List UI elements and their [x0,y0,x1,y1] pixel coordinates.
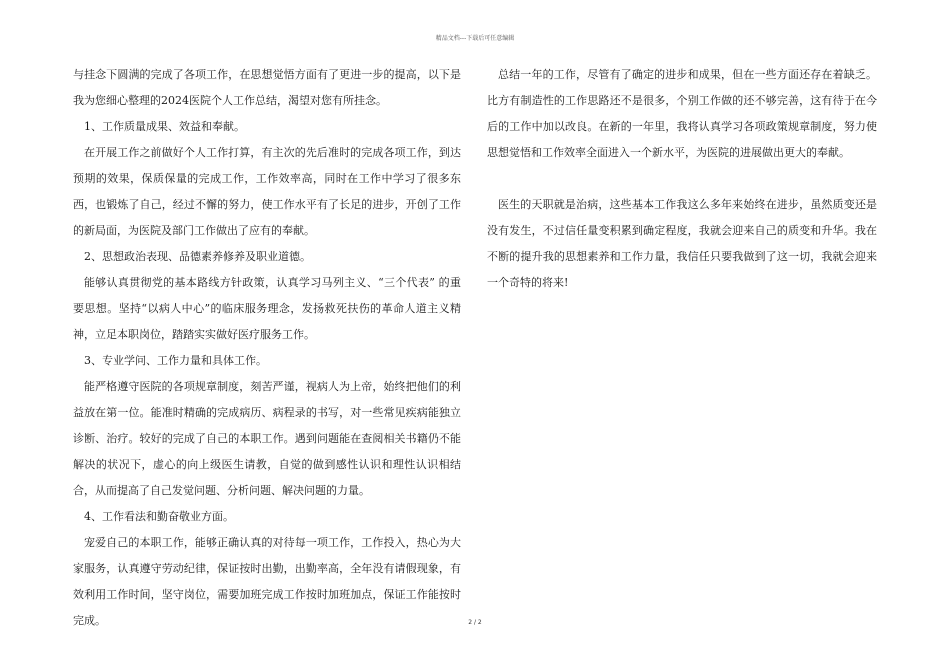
page-header: 精品文档---下载后可任意编辑 [435,35,515,42]
paragraph-intro: 与挂念下圆满的完成了各项工作，在思想觉悟方面有了更进一步的提高，以下是我为您细心整理的2024医院个人工作总结，渴望对您有所挂念。 [73,68,461,107]
section-heading-3: 3、专业学问、工作力量和具体工作。 [84,354,267,367]
section-heading-1: 1、工作质量成果、效益和奉献。 [84,120,245,133]
left-column [73,62,461,634]
paragraph-closing: 医生的天职就是治病，这些基本工作我这么多年来始终在进步，虽然质变还是没有发生，不过信任量变积累到确定程度，我就会迎来自己的质变和升华。我在不断的提升我的思想素养和工作力量，我信任只要我做到了这一切，我就会迎来一个奇特的将来! [487,198,877,289]
section-heading-4: 4、工作看法和勤奋敬业方面。 [84,510,234,523]
section-heading-2: 2、思想政治表现、品德素养修养及职业道德。 [84,250,311,263]
paragraph-section-3: 能严格遵守医院的各项规章制度，刻苦严谨，视病人为上帝，始终把他们的利益放在第一位。能准时精确的完成病历、病程录的书写，对一些常见疾病能独立诊断、治疗。较好的完成了自己的本职工作。遇到问题能在查阅相关书籍仍不能解决的状况下，虚心的向上级医生请教，自觉的做到感性认识和理性认识相结合，从而提高了自己发觉问题、分析问题、解决问题的力量。 [73,380,461,497]
paragraph-section-1: 在开展工作之前做好个人工作打算，有主次的先后准时的完成各项工作，到达预期的效果，保质保量的完成工作，工作效率高，同时在工作中学习了很多东西，也锻炼了自己，经过不懈的努力，使工作水平有了长足的进步，开创了工作的新局面，为医院及部门工作做出了应有的奉献。 [73,146,461,237]
paragraph-section-2: 能够认真贯彻党的基本路线方针政策，认真学习马列主义、“三个代表” 的重要思想。坚持“以病人中心”的临床服务理念，发扬救死扶伤的革命人道主义精神，立足本职岗位，踏踏实实做好医疗服务工作。 [73,276,461,341]
paragraph-section-4: 宠爱自己的本职工作，能够正确认真的对待每一项工作，工作投入，热心为大家服务，认真遵守劳动纪律，保证按时出勤，出勤率高，全年没有请假现象，有效利用工作时间，坚守岗位，需要加班完成工作按时加班加点，保证工作能按时完成。 [73,536,461,627]
page-number: 2 / 2 [468,619,482,626]
paragraph-summary: 总结一年的工作，尽管有了确定的进步和成果，但在一些方面还存在着缺乏。比方有制造性的工作思路还不是很多，个别工作做的还不够完善，这有待于在今后的工作中加以改良。在新的一年里，我将认真学习各项政策规章制度，努力使思想觉悟和工作效率全面进入一个新水平，为医院的进展做出更大的奉献。 [487,68,877,159]
right-column [487,62,877,296]
paragraph-spacer [487,166,877,192]
